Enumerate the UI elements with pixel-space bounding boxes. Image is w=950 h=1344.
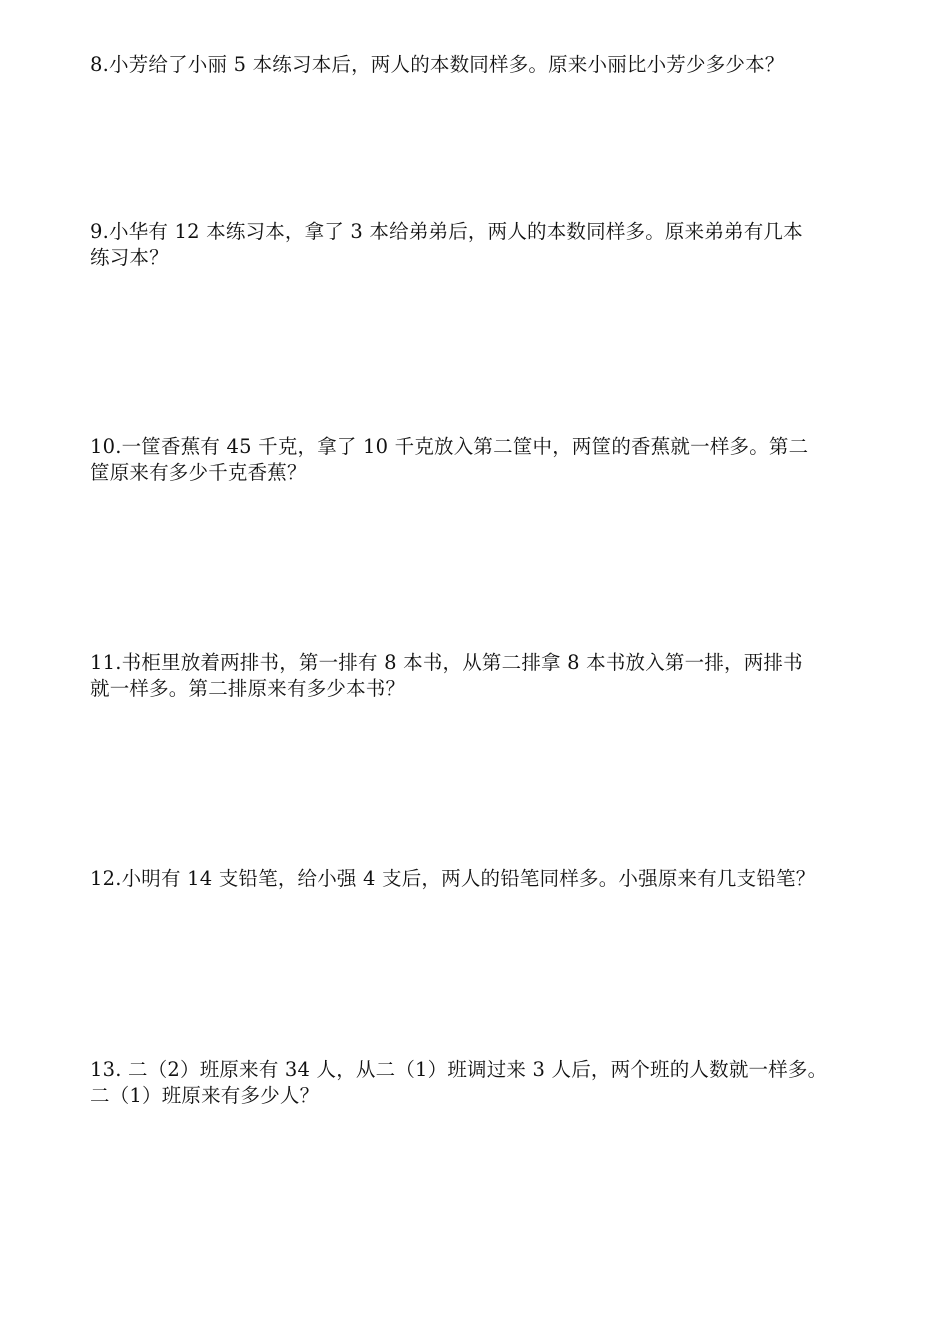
question-10 bbox=[90, 434, 892, 486]
question-11-line-1: 11.书柜里放着两排书，第一排有 8 本书，从第二排拿 8 本书放入第一排，两排书 bbox=[90, 651, 803, 674]
question-9-line-2: 练习本？ bbox=[90, 246, 169, 269]
question-9-line-1: 9.小华有 12 本练习本，拿了 3 本给弟弟后，两人的本数同样多。原来弟弟有几本 bbox=[90, 220, 803, 243]
question-13-line-1: 13. 二（2）班原来有 34 人，从二（1）班调过来 3 人后，两个班的人数就一样多。 bbox=[90, 1058, 828, 1081]
question-12 bbox=[90, 866, 892, 892]
question-8-line-1: 8.小芳给了小丽 5 本练习本后，两人的本数同样多。原来小丽比小芳少多少本？ bbox=[90, 53, 785, 76]
question-12-line-1: 12.小明有 14 支铅笔，给小强 4 支后，两人的铅笔同样多。小强原来有几支铅笔？ bbox=[90, 867, 816, 890]
question-10-line-1: 10.一筐香蕉有 45 千克，拿了 10 千克放入第二筐中，两筐的香蕉就一样多。第二 bbox=[90, 435, 809, 458]
question-11-line-2: 就一样多。第二排原来有多少本书？ bbox=[90, 677, 406, 700]
question-11 bbox=[90, 650, 892, 702]
question-13 bbox=[90, 1057, 892, 1109]
question-10-line-2: 筐原来有多少千克香蕉？ bbox=[90, 461, 307, 484]
question-9 bbox=[90, 219, 892, 271]
question-13-line-2: 二（1）班原来有多少人？ bbox=[90, 1084, 320, 1107]
question-8 bbox=[90, 52, 892, 78]
